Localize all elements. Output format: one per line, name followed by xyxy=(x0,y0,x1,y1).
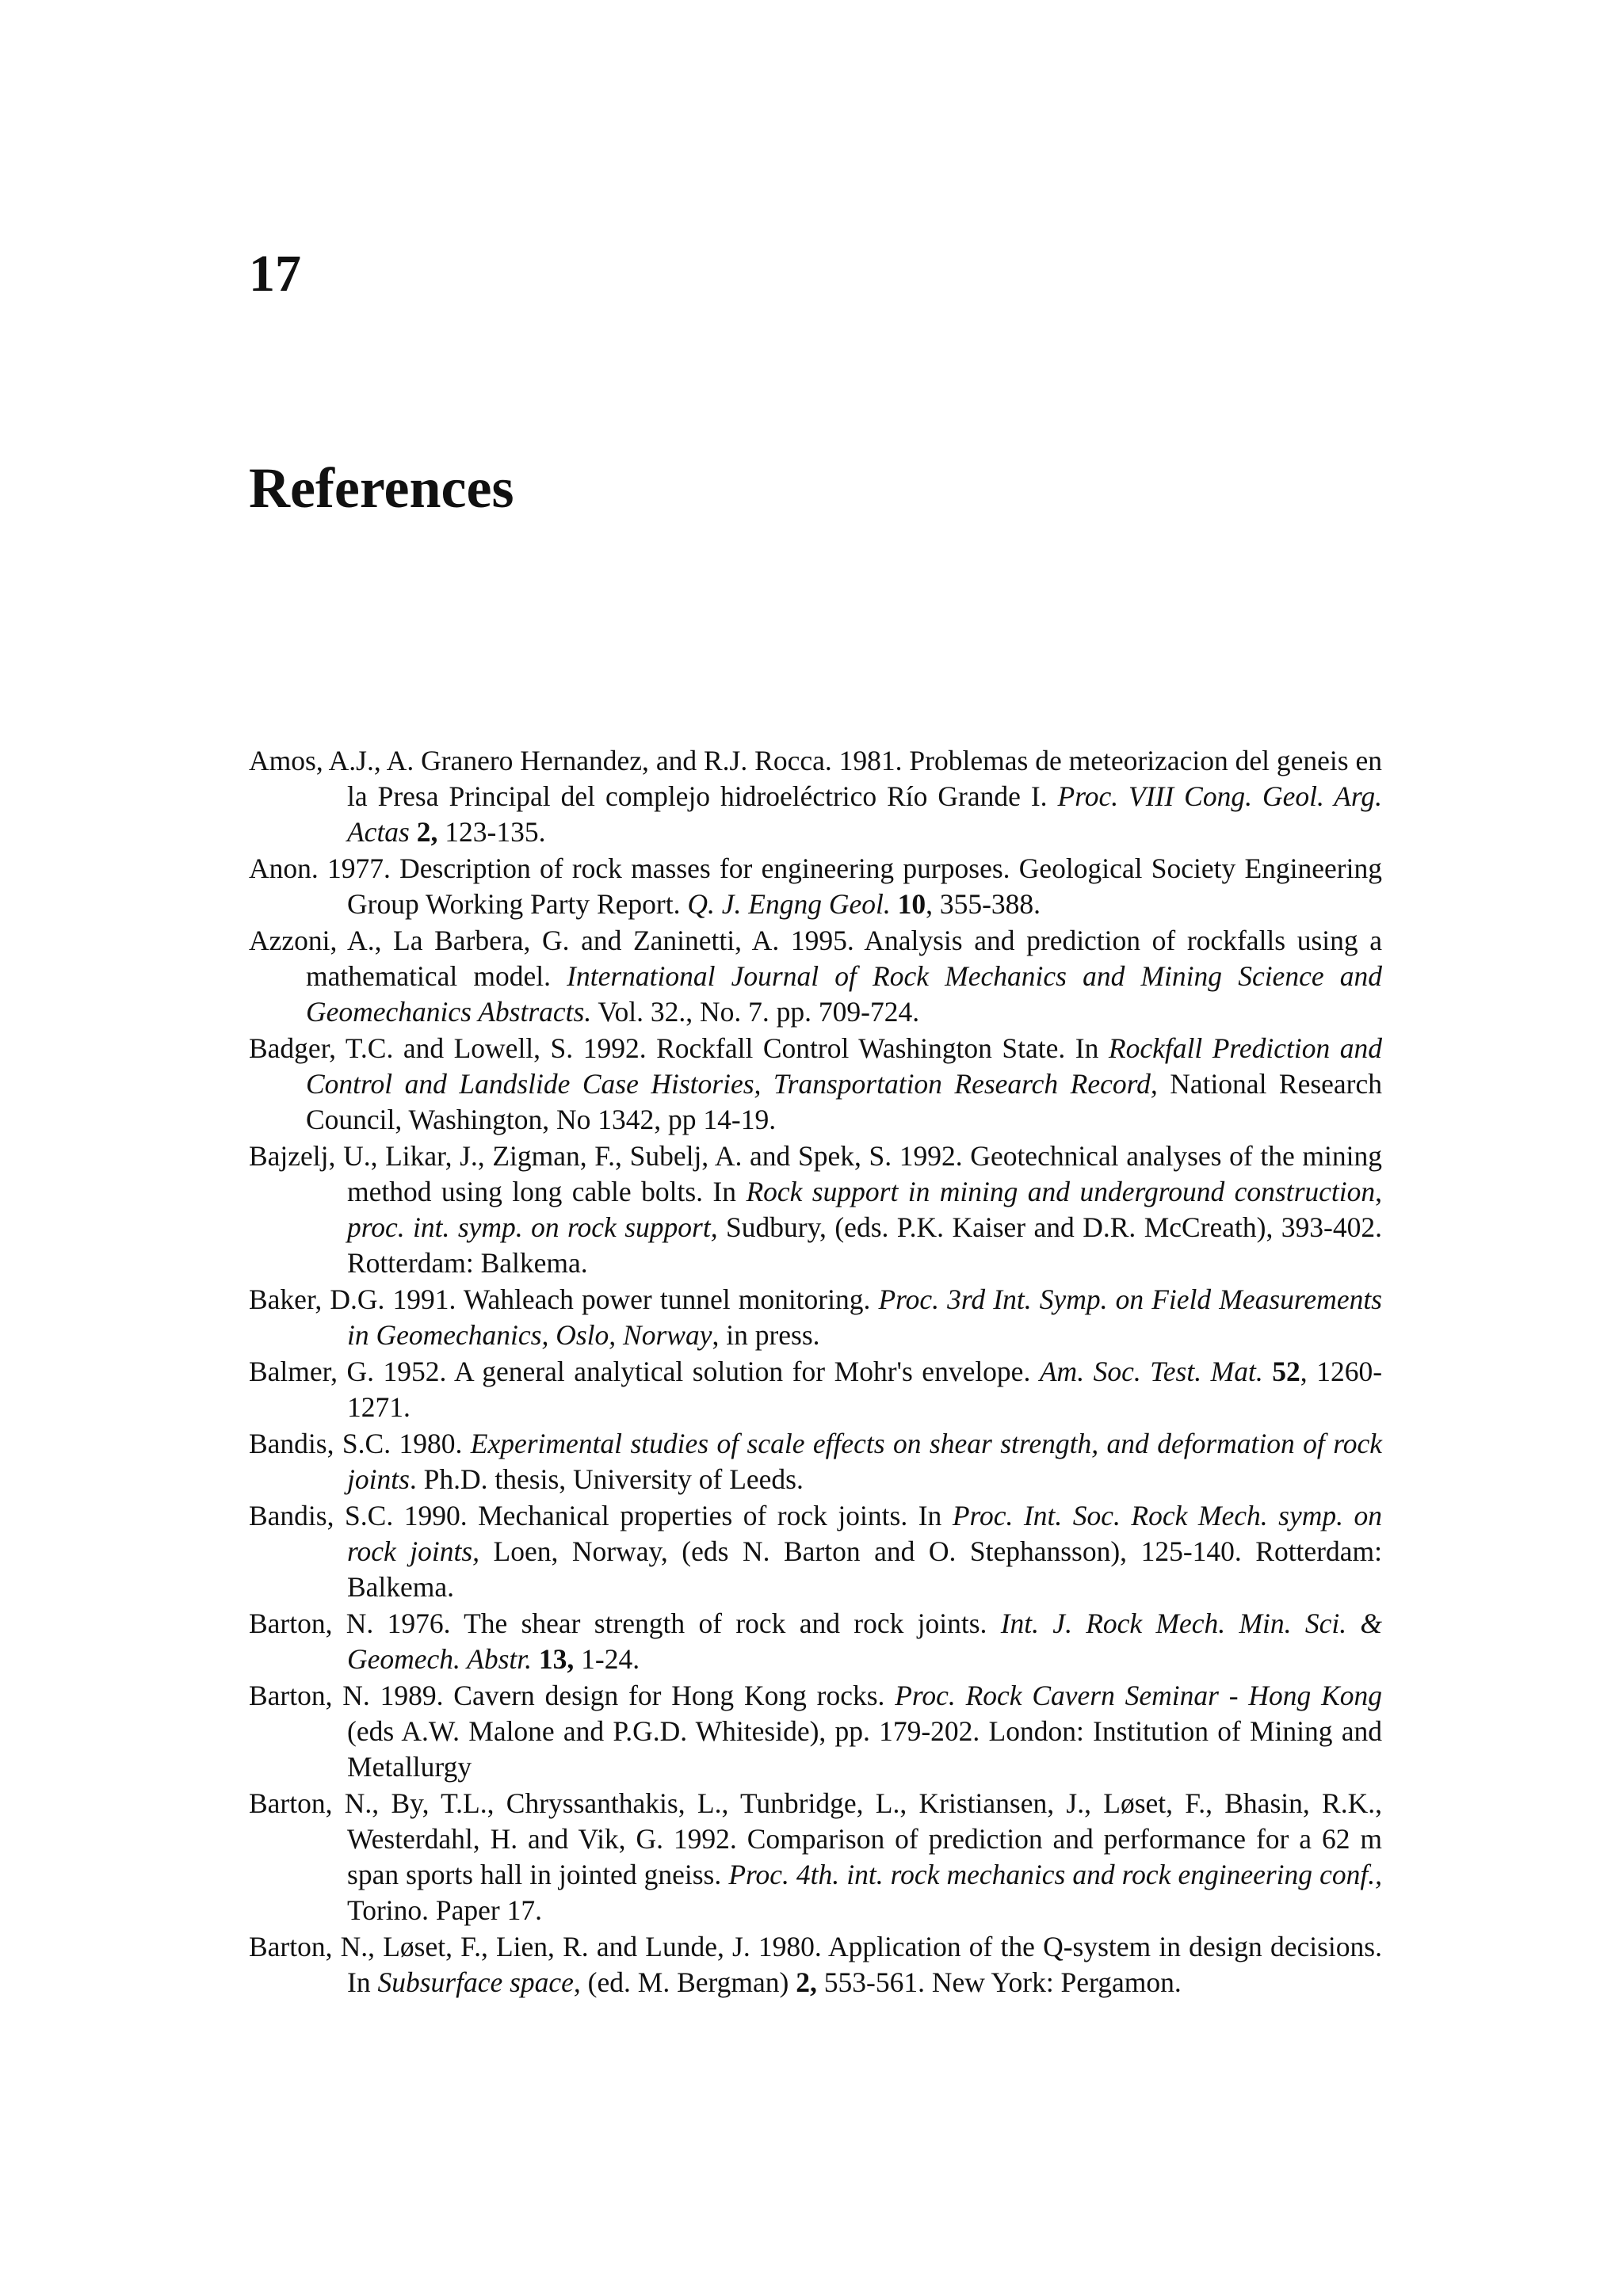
reference-text: (eds A.W. Malone and P.G.D. Whiteside), pp. 179-202. London: Institution of Mining and Metallurgy xyxy=(347,1715,1382,1783)
reference-entry xyxy=(249,1426,1382,1497)
reference-text: , 355-388. xyxy=(926,888,1041,920)
chapter-title: References xyxy=(249,456,514,520)
chapter-number: 17 xyxy=(249,245,301,303)
reference-text: Torino. Paper 17. xyxy=(347,1894,542,1926)
reference-italic-text: Proc. Int. Soc. Rock Mech. symp. on rock joints, xyxy=(347,1500,1383,1567)
reference-bold-text: 2, xyxy=(796,1966,817,1998)
reference-entry xyxy=(249,1031,1382,1138)
reference-text: Barton, N. 1989. Cavern design for Hong Kong rocks. xyxy=(249,1680,896,1711)
reference-text: Badger, T.C. and Lowell, S. 1992. Rockfall Control Washington State. In xyxy=(249,1032,1109,1064)
reference-text: Vol. 32., No. 7. pp. 709-724. xyxy=(591,996,920,1028)
reference-bold-text: 13, xyxy=(538,1643,575,1675)
reference-italic-text: Experimental studies of scale effects on shear strength, and deformation of rock joints xyxy=(347,1428,1382,1495)
reference-entry xyxy=(249,1786,1382,1928)
reference-text: Sudbury, (eds. P.K. Kaiser and D.R. McCreath), 393-402. Rotterdam: Balkema. xyxy=(347,1211,1382,1279)
reference-text: Barton, N. 1976. The shear strength of rock and rock joints. xyxy=(249,1608,1001,1639)
reference-italic-text: Proc. 3rd Int. Symp. on Field Measurements in Geomechanics, Oslo, Norway xyxy=(347,1283,1382,1351)
reference-text: Anon. 1977. Description of rock masses for engineering purposes. Geological Society Engineering Group Working Party Report. xyxy=(249,852,1382,920)
reference-text: 1-24. xyxy=(574,1643,640,1675)
reference-italic-text: Proc. Rock Cavern Seminar - Hong Kong xyxy=(895,1680,1382,1711)
reference-text: . Ph.D. thesis, University of Leeds. xyxy=(409,1463,804,1495)
reference-text: , 1260-1271. xyxy=(347,1356,1383,1423)
reference-text xyxy=(532,1643,539,1675)
reference-italic-text: Int. J. Rock Mech. Min. Sci. & Geomech. Abstr. xyxy=(347,1608,1382,1675)
reference-entry xyxy=(249,1606,1382,1677)
reference-text: Barton, N., By, T.L., Chryssanthakis, L., Tunbridge, L., Kristiansen, J., Løset, F., Bhasin, R.K., Westerdahl, H. and Vik, G. 1992. Comparison of prediction and performance for a 62 m span sports hall in jointed gneiss. xyxy=(249,1787,1382,1890)
reference-italic-text: Am. Soc. Test. Mat. xyxy=(1039,1356,1263,1387)
reference-text: Balmer, G. 1952. A general analytical solution for Mohr's envelope. xyxy=(249,1356,1040,1387)
reference-entry xyxy=(249,1929,1382,2000)
reference-entry xyxy=(249,1282,1382,1353)
reference-entry xyxy=(249,1354,1382,1425)
reference-italic-text: proc. int. symp. on rock support, xyxy=(347,1211,718,1243)
reference-entry xyxy=(249,1498,1382,1605)
reference-entry xyxy=(249,1678,1382,1785)
reference-text: Bandis, S.C. 1990. Mechanical properties of rock joints. In xyxy=(249,1500,953,1531)
reference-italic-text: Rock support in mining and underground construction xyxy=(746,1176,1376,1207)
reference-italic-text: Subsurface space, xyxy=(377,1966,581,1998)
reference-text: Bajzelj, U., Likar, J., Zigman, F., Subelj, A. and Spek, S. 1992. Geotechnical analyses of the mining method using long cable bolts. In xyxy=(249,1140,1382,1207)
reference-entry xyxy=(249,851,1382,922)
reference-text: , xyxy=(1375,1176,1382,1207)
reference-text: Loen, Norway, (eds N. Barton and O. Stephansson), 125-140. Rotterdam: Balkema. xyxy=(347,1535,1382,1603)
reference-entry xyxy=(249,923,1382,1030)
reference-text: Barton, N., Løset, F., Lien, R. and Lunde, J. 1980. Application of the Q-system in design decisions. In xyxy=(249,1931,1382,1998)
reference-text: Bandis, S.C. 1980. xyxy=(249,1428,471,1459)
reference-text: Baker, D.G. 1991. Wahleach power tunnel monitoring. xyxy=(249,1283,879,1315)
reference-bold-text: 10 xyxy=(897,888,926,920)
reference-italic-text: Proc. 4th. int. rock mechanics and rock engineering conf., xyxy=(728,1859,1382,1890)
reference-entry xyxy=(249,743,1382,850)
reference-text: 123-135. xyxy=(437,816,546,848)
reference-italic-text: Rockfall Prediction and Control and Landslide Case Histories, Transportation Research Record, xyxy=(306,1032,1382,1100)
reference-text: 553-561. New York: Pergamon. xyxy=(816,1966,1182,1998)
reference-text xyxy=(891,888,898,920)
reference-italic-text: Q. J. Engng Geol. xyxy=(687,888,891,920)
reference-bold-text: 2, xyxy=(416,816,438,848)
reference-text: National Research Council, Washington, No 1342, pp 14-19. xyxy=(306,1068,1382,1135)
reference-text xyxy=(1263,1356,1273,1387)
reference-entry xyxy=(249,1138,1382,1281)
reference-italic-text: Proc. VIII Cong. Geol. Arg. Actas xyxy=(347,780,1382,848)
reference-italic-text: International Journal of Rock Mechanics and Mining Science and Geomechanics Abstracts. xyxy=(306,960,1382,1028)
reference-text: Azzoni, A., La Barbera, G. and Zaninetti, A. 1995. Analysis and prediction of rockfalls using a mathematical model. xyxy=(249,925,1382,992)
reference-text: (ed. M. Bergman) xyxy=(580,1966,796,1998)
reference-text: Amos, A.J., A. Granero Hernandez, and R.J. Rocca. 1981. Problemas de meteorizacion del geneis en la Presa Principal del complejo hidroeléctrico Río Grande I. xyxy=(249,745,1382,812)
reference-bold-text: 52 xyxy=(1272,1356,1300,1387)
reference-text: , in press. xyxy=(712,1319,820,1351)
reference-list xyxy=(249,743,1382,2001)
reference-text xyxy=(410,816,417,848)
